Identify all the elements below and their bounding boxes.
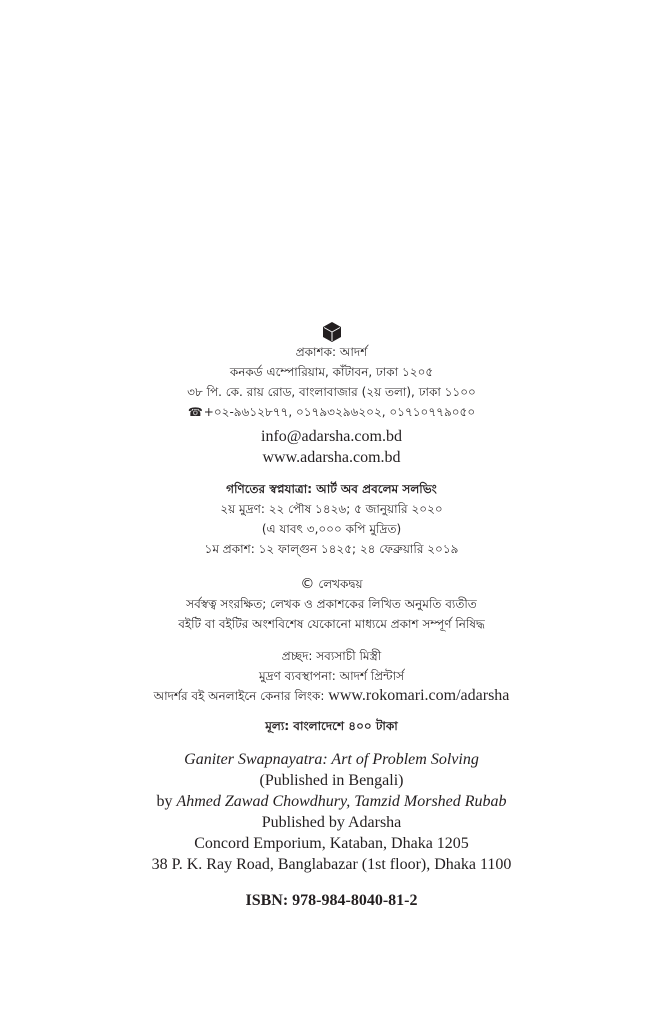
online-link-line [0,686,663,706]
copies-printed: (এ যাবৎ ৩,০০০ কপি মুদ্রিত) [261,522,402,536]
price-block [0,716,663,736]
credits-block [0,646,663,706]
publisher-address-1: কনকর্ড এম্পোরিয়াম, কাঁটাবন, ঢাকা ১২০৫ [229,365,434,379]
published-by: Published by Adarsha [261,814,402,831]
english-address-2: 38 P. K. Ray Road, Banglabazar (1st floor), Dhaka 1100 [151,856,512,873]
publisher-phones: +০২-৯৬১২৮৭৭, ০১৭৯৩২৯৬২০২, ০১৭১০৭৭৯০৫০ [203,405,476,419]
cover-credit: প্রচ্ছদ: সব্যসাচী মিস্ত্রী [281,649,382,663]
authors-line [0,791,663,812]
isbn: ISBN: 978-984-8040-81-2 [245,892,418,909]
publisher-address-2: ৩৮ পি. কে. রায় রোড, বাংলাবাজার (২য় তলা), ঢাকা ১১০০ [187,385,476,399]
language-note: (Published in Bengali) [259,772,404,789]
authors: Ahmed Zawad Chowdhury, Tamzid Morshed Rubab [176,793,507,810]
edition-block [0,479,663,559]
english-block [0,749,663,875]
copyright-holder: লেখকদ্বয় [318,577,363,591]
publisher-email[interactable]: info@adarsha.com.bd [261,428,402,445]
online-link-label: আদর্শর বই অনলাইনে কেনার লিংক: [153,689,325,703]
second-print-date: ২য় মুদ্রণ: ২২ পৌষ ১৪২৬; ৫ জানুয়ারি ২০২০ [220,502,443,516]
first-publication-date: ১ম প্রকাশ: ১২ ফাল্গুন ১৪২৫; ২৪ ফেব্রুয়ারি ২০১৯ [204,542,459,556]
price-label: মূল্য: বাংলাদেশে ৪০০ টাকা [265,719,398,733]
by-prefix: by [156,793,177,810]
rights-line-2: বইটি বা বইটির অংশবিশেষ যেকোনো মাধ্যমে প্রকাশ সম্পূর্ণ নিষিদ্ধ [178,617,485,631]
online-link-url[interactable]: www.rokomari.com/adarsha [328,687,510,704]
publisher-phones-line [0,402,663,422]
isbn-block [0,890,663,911]
printing-credit: মুদ্রণ ব্যবস্থাপনা: আদর্শ প্রিন্টার্স [258,669,405,683]
book-title-bengali: গণিতের স্বপ্নযাত্রা: আর্ট অব প্রবলেম সলভিং [226,482,437,496]
english-address-1: Concord Emporium, Kataban, Dhaka 1205 [194,835,469,852]
rights-block [0,574,663,634]
copyright-line [0,574,663,594]
publisher-label: প্রকাশক: আদর্শ [295,345,368,359]
publisher-block [0,342,663,422]
contact-block [0,426,663,468]
copyright-icon: © [300,576,315,592]
cube-logo-icon [323,322,341,342]
phone-icon: ☎ [187,405,203,419]
publisher-website[interactable]: www.adarsha.com.bd [262,449,401,466]
english-title: Ganiter Swapnayatra: Art of Problem Solving [184,751,479,768]
rights-line-1: সর্বস্বত্ব সংরক্ষিত; লেখক ও প্রকাশকের লিখিত অনুমতি ব্যতীত [186,597,477,611]
